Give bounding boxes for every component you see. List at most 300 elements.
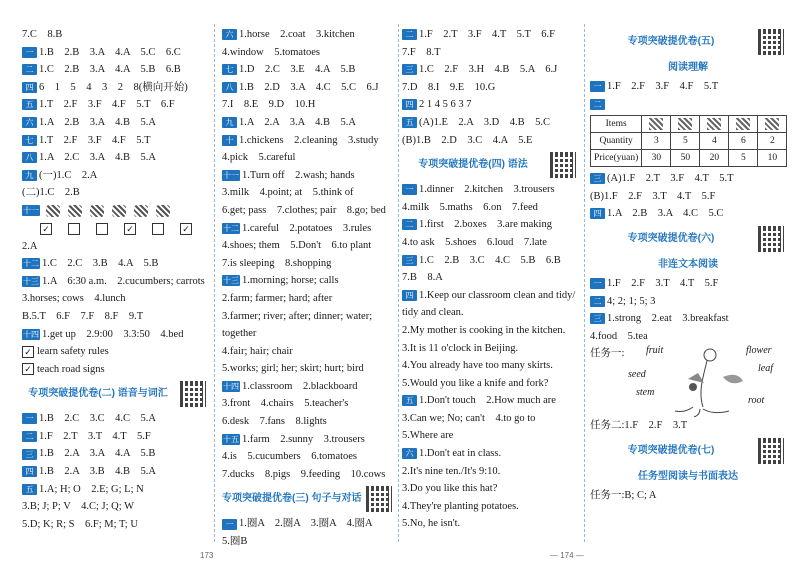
- answer-text: 4.fair; hair; chair: [222, 345, 293, 357]
- table-cell: 6: [729, 133, 758, 150]
- answer-line: [590, 96, 786, 114]
- section-number-badge: 八: [222, 82, 237, 93]
- checkbox-icon: [152, 223, 164, 235]
- section-title-text: 专项突破提优卷(四) 语法: [418, 159, 528, 171]
- answer-text: 3.Can we; No; can't 4.to go to: [402, 412, 536, 424]
- answer-text: (A)1.F 2.T 3.F 4.T 5.T: [607, 173, 734, 185]
- answer-text: 1.A; H; O 2.E; G; L; N: [39, 483, 144, 495]
- answer-line: [402, 181, 578, 199]
- answer-text: 5.No, he isn't.: [402, 518, 461, 530]
- answer-line: [22, 428, 208, 446]
- answer-line: [22, 96, 208, 114]
- answer-line: [590, 275, 786, 293]
- answer-text: 2.It's nine ten./It's 9:10.: [402, 465, 501, 477]
- section-number-badge: 三: [590, 313, 605, 324]
- answer-line: [22, 273, 208, 291]
- items-table: [590, 115, 787, 167]
- table-cell: 5: [671, 133, 700, 150]
- table-cell: 2: [758, 133, 787, 150]
- answer-line: [222, 132, 394, 150]
- answer-text: 7.ducks 8.pigs 9.feeding 10.cows: [222, 468, 386, 480]
- section-number-badge: 十四: [23, 329, 39, 339]
- answer-line: [22, 167, 208, 185]
- answer-text: 7.is sleeping 8.shopping: [222, 257, 332, 269]
- section-number-badge: 十四: [223, 381, 239, 391]
- checkbox-icon: ✓: [180, 223, 192, 235]
- answer-line: [222, 255, 394, 273]
- section-number-badge: 二: [402, 219, 417, 230]
- section-number-badge: 一: [402, 184, 417, 195]
- answer-line: [22, 516, 208, 534]
- item-picture-icon: [678, 118, 692, 130]
- task-text: 任务一:B; C; A: [590, 489, 657, 501]
- section-number-badge: 八: [22, 152, 37, 163]
- table-cell: 50: [671, 150, 700, 167]
- table-cell: 20: [700, 150, 729, 167]
- section-number-badge: 一: [222, 519, 237, 530]
- item-picture-icon: [736, 118, 750, 130]
- answer-line: [402, 392, 578, 410]
- answer-line: [22, 326, 208, 344]
- qr-code-icon: [758, 29, 784, 55]
- answer-text: 1.A 2.B 3.A 4.B 5.A: [39, 116, 156, 128]
- answer-line: [22, 290, 208, 308]
- column-4: [590, 26, 786, 504]
- answer-text: 1.B 2.B 3.A 4.A 5.C 6.C: [39, 46, 181, 58]
- answer-text: 1.strong 2.eat 3.breakfast: [607, 313, 729, 325]
- answer-text: 1.T 2.F 3.F 4.F 5.T: [39, 134, 151, 146]
- answer-line: [402, 132, 578, 150]
- answer-line: [590, 310, 786, 328]
- answer-line: [402, 463, 578, 481]
- answer-line: [222, 272, 394, 290]
- answer-line: [22, 61, 208, 79]
- answer-line: [402, 480, 578, 498]
- answer-line: [590, 293, 786, 311]
- page-number-left: 173: [200, 551, 214, 560]
- answer-text: 5.D; K; R; S 6.F; M; T; U: [22, 518, 138, 530]
- answer-text: 1.A 2.C 3.A 4.B 5.A: [39, 152, 156, 164]
- answer-text: tidy and clean.: [402, 307, 464, 319]
- answer-line: [222, 308, 394, 326]
- plant-label-fruit: fruit: [646, 344, 664, 356]
- section-number-badge: 五: [22, 99, 37, 110]
- qr-code-icon: [550, 152, 576, 178]
- item-picture-cell: [671, 116, 700, 133]
- answer-line: [22, 132, 208, 150]
- section-number-badge: 六: [222, 29, 237, 40]
- item-picture-cell: [729, 116, 758, 133]
- section-number-badge: 五: [22, 484, 37, 495]
- section-title-text: 专项突破提优卷(二) 语音与词汇: [28, 388, 168, 400]
- answer-line: [402, 445, 578, 463]
- answer-text: 7.C 8.B: [22, 29, 63, 40]
- answer-line: [22, 26, 208, 44]
- section-number-badge: 四: [590, 208, 605, 219]
- section-title: [222, 483, 394, 515]
- qr-code-icon: [366, 486, 392, 512]
- plant-diagram: [608, 344, 786, 417]
- section-number-badge: 四: [22, 82, 37, 93]
- section-title: [590, 26, 786, 58]
- column-1: [22, 26, 208, 533]
- section-number-badge: 七: [222, 64, 237, 75]
- checked-item: [22, 343, 208, 361]
- answer-line: [222, 184, 394, 202]
- answer-line: [22, 481, 208, 499]
- answer-text: 1.horse 2.coat 3.kitchen: [239, 29, 355, 40]
- checkbox-icon: [68, 223, 80, 235]
- answer-text: 1.morning; horse; calls: [242, 275, 339, 287]
- answer-text: 4; 2; 1; 5; 3: [607, 295, 656, 307]
- answer-text: 5.Would you like a knife and fork?: [402, 377, 549, 389]
- checkbox-icon: ✓: [40, 223, 52, 235]
- answer-text: 2.farm; farmer; hard; after: [222, 292, 333, 304]
- answer-text: B.5.T 6.F 7.F 8.F 9.T: [22, 310, 144, 322]
- answer-line: [222, 533, 394, 551]
- answer-line: [402, 114, 578, 132]
- section-number-badge: 一: [590, 81, 605, 92]
- answer-line: [222, 515, 394, 533]
- section-number-badge: 十二: [223, 223, 239, 233]
- answer-text: 1.classroom 2.blackboard: [242, 380, 358, 392]
- picture-answer-line: [22, 202, 208, 220]
- column-3: [402, 26, 578, 533]
- section-number-badge: 九: [222, 117, 237, 128]
- section-title-text: 专项突破提优卷(五): [627, 36, 715, 47]
- checked-item: [22, 361, 208, 379]
- answer-line: [402, 96, 578, 114]
- answer-text: 3.horses; cows 4.lunch: [22, 293, 126, 305]
- section-number-badge: 六: [22, 117, 37, 128]
- section-number-badge: 二: [590, 99, 605, 110]
- picture-icon: [68, 205, 82, 217]
- answer-text: 1.Turn off 2.wash; hands: [242, 169, 355, 181]
- qr-code-icon: [758, 226, 784, 252]
- answer-text: 4.shoes; them 5.Don't 6.to plant: [222, 240, 372, 252]
- answer-text: 7.B 8.A: [402, 272, 443, 284]
- answer-line: [402, 252, 578, 270]
- answer-line: [22, 44, 208, 62]
- answer-text: 1.F 2.F 3.T 4.T 5.F: [607, 277, 719, 289]
- answer-line: [402, 322, 578, 340]
- section-number-badge: 四: [402, 290, 417, 301]
- answer-text: 4.food 5.tea: [590, 330, 648, 342]
- answer-line: [222, 395, 394, 413]
- answer-text: 4.They're planting potatoes.: [402, 500, 519, 512]
- section-number-badge: 七: [22, 135, 37, 146]
- picture-icon: [90, 205, 104, 217]
- checkbox-row: [22, 220, 208, 238]
- answer-line: [402, 304, 578, 322]
- section-number-badge: 六: [402, 448, 417, 459]
- answer-text: (B)1.F 2.F 3.T 4.T 5.F: [590, 190, 716, 202]
- answer-text: 1.get up 2.9:00 3.3:50 4.bed: [42, 328, 184, 340]
- answer-text: 1.B 2.A 3.B 4.B 5.A: [39, 466, 156, 478]
- answer-text: 2 1 4 5 6 3 7: [419, 99, 472, 111]
- answer-text: 1.A 2.A 3.A 4.B 5.A: [239, 116, 356, 128]
- answer-line: [402, 26, 578, 44]
- answer-text: 3.milk 4.point; at 5.think of: [222, 187, 354, 199]
- answer-text: 1.F 2.T 3.T 4.T 5.F: [39, 430, 151, 442]
- answer-line: [402, 234, 578, 252]
- answer-line: [402, 375, 578, 393]
- checkbox-icon: [96, 223, 108, 235]
- section-number-badge: 九: [22, 170, 37, 181]
- answer-text: 1.dinner 2.kitchen 3.trousers: [419, 184, 555, 196]
- section-number-badge: 十二: [23, 259, 39, 269]
- answer-text: 4.is 5.cucumbers 6.tomatoes: [222, 451, 358, 463]
- answer-text: 3.It is 11 o'clock in Beijing.: [402, 342, 519, 354]
- section-number-badge: 二: [22, 431, 37, 442]
- task-line: [590, 417, 786, 435]
- answer-text: 3.farmer; river; after; dinner; water;: [222, 310, 373, 322]
- table-header-cell: Items: [591, 116, 642, 133]
- answer-text: 1.圈A 2.圈A 3.圈A 4.圈A: [239, 518, 373, 530]
- checked-item-text: teach road signs: [37, 363, 105, 375]
- subsection-title: 任务型阅读与书面表达: [638, 470, 738, 482]
- subsection-title: 非连文本阅读: [658, 258, 718, 270]
- section-number-badge: 三: [22, 449, 37, 460]
- answer-text: 4.window 5.tomatoes: [222, 46, 320, 58]
- answer-text: 1.Don't eat in class.: [419, 448, 502, 460]
- answer-line: [222, 79, 394, 97]
- answer-line: [402, 498, 578, 516]
- answer-line: [222, 413, 394, 431]
- answer-text: 6.desk 7.fans 8.lights: [222, 416, 327, 428]
- answer-line: [22, 149, 208, 167]
- table-cell: 4: [700, 133, 729, 150]
- table-cell: Price(yuan): [591, 150, 642, 167]
- qr-code-icon: [758, 438, 784, 464]
- section-number-badge: 三: [402, 64, 417, 75]
- column-2: [222, 26, 394, 551]
- picture-icon: [134, 205, 148, 217]
- answer-line: [222, 431, 394, 449]
- answer-line: [402, 216, 578, 234]
- picture-icon: [112, 205, 126, 217]
- section-number-badge: 五: [402, 117, 417, 128]
- answer-text: 1.Keep our classroom clean and tidy/: [419, 289, 576, 301]
- answer-text: 1.first 2.boxes 3.are making: [419, 219, 552, 231]
- answer-text: 1.T 2.F 3.F 4.F 5.T 6.F: [39, 99, 175, 111]
- answer-text: (二)1.C 2.B: [22, 187, 80, 199]
- answer-line: [590, 205, 786, 223]
- section-number-badge: 二: [590, 296, 605, 307]
- checked-item-text: learn safety rules: [37, 346, 109, 358]
- answer-line: [402, 340, 578, 358]
- qr-code-icon: [180, 381, 206, 407]
- answer-line: [222, 290, 394, 308]
- answer-line: [22, 79, 208, 97]
- answer-text: 7.I 8.E 9.D 10.H: [222, 99, 316, 111]
- answer-line: [22, 184, 208, 202]
- answer-text: 1.farm 2.sunny 3.trousers: [242, 433, 365, 445]
- answer-line: [222, 167, 394, 185]
- answer-text: (A)1.E 2.A 3.D 4.B 5.C: [419, 116, 550, 128]
- answer-line: [402, 44, 578, 62]
- section-number-badge: 四: [22, 466, 37, 477]
- answer-line: [222, 202, 394, 220]
- section-number-badge: 四: [402, 99, 417, 110]
- section-title-text: 专项突破提优卷(六): [627, 232, 715, 244]
- section-number-badge: 十一: [223, 170, 239, 180]
- answer-text: (一)1.C 2.A: [39, 169, 98, 181]
- answer-text: 1.A 2.B 3.A 4.C 5.C: [607, 208, 724, 220]
- answer-line: [590, 188, 786, 206]
- answer-line: [222, 378, 394, 396]
- answer-text: 1.careful 2.potatoes 3.rules: [242, 222, 372, 234]
- answer-line: [222, 220, 394, 238]
- answer-line: [402, 427, 578, 445]
- section-title: [402, 149, 578, 181]
- answer-text: 6.get; pass 7.clothes; pair 8.go; bed: [222, 204, 386, 216]
- answer-line: [402, 79, 578, 97]
- answer-line: [22, 114, 208, 132]
- answer-text: 1.C 2.F 3.H 4.B 5.A 6.J: [419, 64, 558, 76]
- table-cell: 10: [758, 150, 787, 167]
- answer-text: 1.C 2.B 3.A 4.A 5.B 6.B: [39, 64, 181, 76]
- picture-icon: [156, 205, 170, 217]
- section-number-badge: 一: [22, 47, 37, 58]
- answer-text: (B)1.B 2.D 3.C 4.A 5.E: [402, 134, 533, 146]
- answer-text: 7.D 8.I 9.E 10.G: [402, 81, 496, 93]
- section-number-badge: 一: [590, 278, 605, 289]
- section-title: [590, 435, 786, 467]
- table-cell: 3: [642, 133, 671, 150]
- answer-text: 4.You already have too many skirts.: [402, 360, 553, 372]
- answer-text: 5.圈B: [222, 536, 248, 548]
- plant-label-seed: seed: [628, 368, 646, 380]
- answer-text: 1.Don't touch 2.How much are: [419, 395, 556, 407]
- answer-line: [22, 255, 208, 273]
- answer-text: 1.D 2.C 3.E 4.A 5.B: [239, 64, 356, 76]
- checkbox-icon: ✓: [22, 363, 34, 375]
- task-text: 任务二:1.F 2.F 3.T: [590, 419, 688, 431]
- answer-text: 6 1 5 4 3 2 8(横向开始): [39, 81, 188, 93]
- table-cell: 30: [642, 150, 671, 167]
- section-title: [22, 378, 208, 410]
- answer-line: [22, 238, 208, 256]
- answer-line: [402, 61, 578, 79]
- answer-line: [222, 343, 394, 361]
- section-number-badge: 十三: [223, 276, 239, 286]
- answer-text: 7.F 8.T: [402, 46, 441, 58]
- answer-line: [402, 287, 578, 305]
- section-number-badge: 十五: [223, 434, 239, 444]
- section-title-text: 专项突破提优卷(三) 句子与对话: [222, 493, 362, 505]
- answer-line: [402, 269, 578, 287]
- answer-text: 4.to ask 5.shoes 6.loud 7.late: [402, 236, 547, 248]
- task-line: [590, 487, 786, 505]
- answer-line: [402, 515, 578, 533]
- section-title: [590, 223, 786, 255]
- table-cell: Quantity: [591, 133, 642, 150]
- section-number-badge: 五: [402, 395, 417, 406]
- answer-line: [590, 78, 786, 96]
- answer-line: [402, 410, 578, 428]
- answer-text: 1.C 2.B 3.C 4.C 5.B 6.B: [419, 254, 561, 266]
- item-picture-cell: [758, 116, 787, 133]
- answer-line: [222, 149, 394, 167]
- answer-text: 1.B 2.C 3.C 4.C 5.A: [39, 413, 156, 425]
- answer-line: [222, 96, 394, 114]
- subsection-title: 阅读理解: [668, 62, 708, 73]
- item-picture-icon: [765, 118, 779, 130]
- section-number-badge: 一: [22, 413, 37, 424]
- section-number-badge: 二: [22, 64, 37, 75]
- answer-line: [222, 61, 394, 79]
- answer-text: 1.B 2.A 3.A 4.A 5.B: [39, 448, 156, 460]
- answer-line: [222, 237, 394, 255]
- task-label: 任务一:: [590, 348, 625, 360]
- answer-line: [22, 445, 208, 463]
- answer-line: [402, 199, 578, 217]
- picture-icon: [46, 205, 60, 217]
- answer-line: [222, 44, 394, 62]
- page-number-right: — 174 —: [550, 551, 584, 560]
- item-picture-icon: [649, 118, 663, 130]
- answer-line: [22, 410, 208, 428]
- answer-text: 2.My mother is cooking in the kitchen.: [402, 324, 566, 336]
- answer-text: 3.Do you like this hat?: [402, 483, 498, 495]
- answer-text: 4.pick 5.careful: [222, 152, 296, 164]
- answer-line: [222, 466, 394, 484]
- item-picture-cell: [700, 116, 729, 133]
- answer-line: [222, 114, 394, 132]
- section-number-badge: 三: [402, 255, 417, 266]
- answer-text: 5.works; girl; her; skirt; hurt; bird: [222, 363, 364, 375]
- answer-line: [402, 357, 578, 375]
- strawberry-plant-illustration: [646, 344, 768, 417]
- plant-label-flower: flower: [746, 344, 772, 356]
- answer-text: 1.F 2.F 3.F 4.F 5.T: [607, 81, 719, 92]
- section-number-badge: 十三: [23, 276, 39, 286]
- answer-text: 1.chickens 2.cleaning 3.study: [239, 134, 379, 146]
- item-picture-icon: [707, 118, 721, 130]
- answer-text: 5.Where are: [402, 430, 454, 442]
- plant-label-stem: stem: [636, 386, 655, 398]
- answer-text: 1.B 2.D 3.A 4.C 5.C 6.J: [239, 81, 379, 93]
- answer-line: [22, 498, 208, 516]
- answer-text: 3.B; J; P; V 4.C; J; Q; W: [22, 501, 135, 513]
- checkbox-icon: ✓: [124, 223, 136, 235]
- answer-text: 1.A 6:30 a.m. 2.cucumbers; carrots: [42, 275, 205, 287]
- table-cell: 5: [729, 150, 758, 167]
- answer-text: 1.F 2.T 3.F 4.T 5.T 6.F: [419, 29, 555, 40]
- answer-line: [590, 328, 786, 346]
- answer-line: [222, 26, 394, 44]
- answer-text: 4.milk 5.maths 6.on 7.feed: [402, 201, 538, 213]
- answer-text: 2.A: [22, 240, 38, 252]
- answer-text: 1.C 2.C 3.B 4.A 5.B: [42, 258, 159, 270]
- answer-text: together: [222, 328, 257, 340]
- item-picture-cell: [642, 116, 671, 133]
- answer-line: [222, 360, 394, 378]
- section-number-badge: 二: [402, 29, 417, 40]
- section-number-badge: 十一: [23, 206, 39, 216]
- section-number-badge: 三: [590, 173, 605, 184]
- checkbox-icon: ✓: [22, 346, 34, 358]
- answer-line: [22, 463, 208, 481]
- plant-label-root: root: [748, 394, 765, 406]
- section-title-text: 专项突破提优卷(七): [627, 444, 715, 456]
- answer-line: [222, 448, 394, 466]
- answer-line: [222, 325, 394, 343]
- answer-line: [22, 308, 208, 326]
- answer-line: [590, 170, 786, 188]
- answer-text: 3.front 4.chairs 5.teacher's: [222, 398, 349, 410]
